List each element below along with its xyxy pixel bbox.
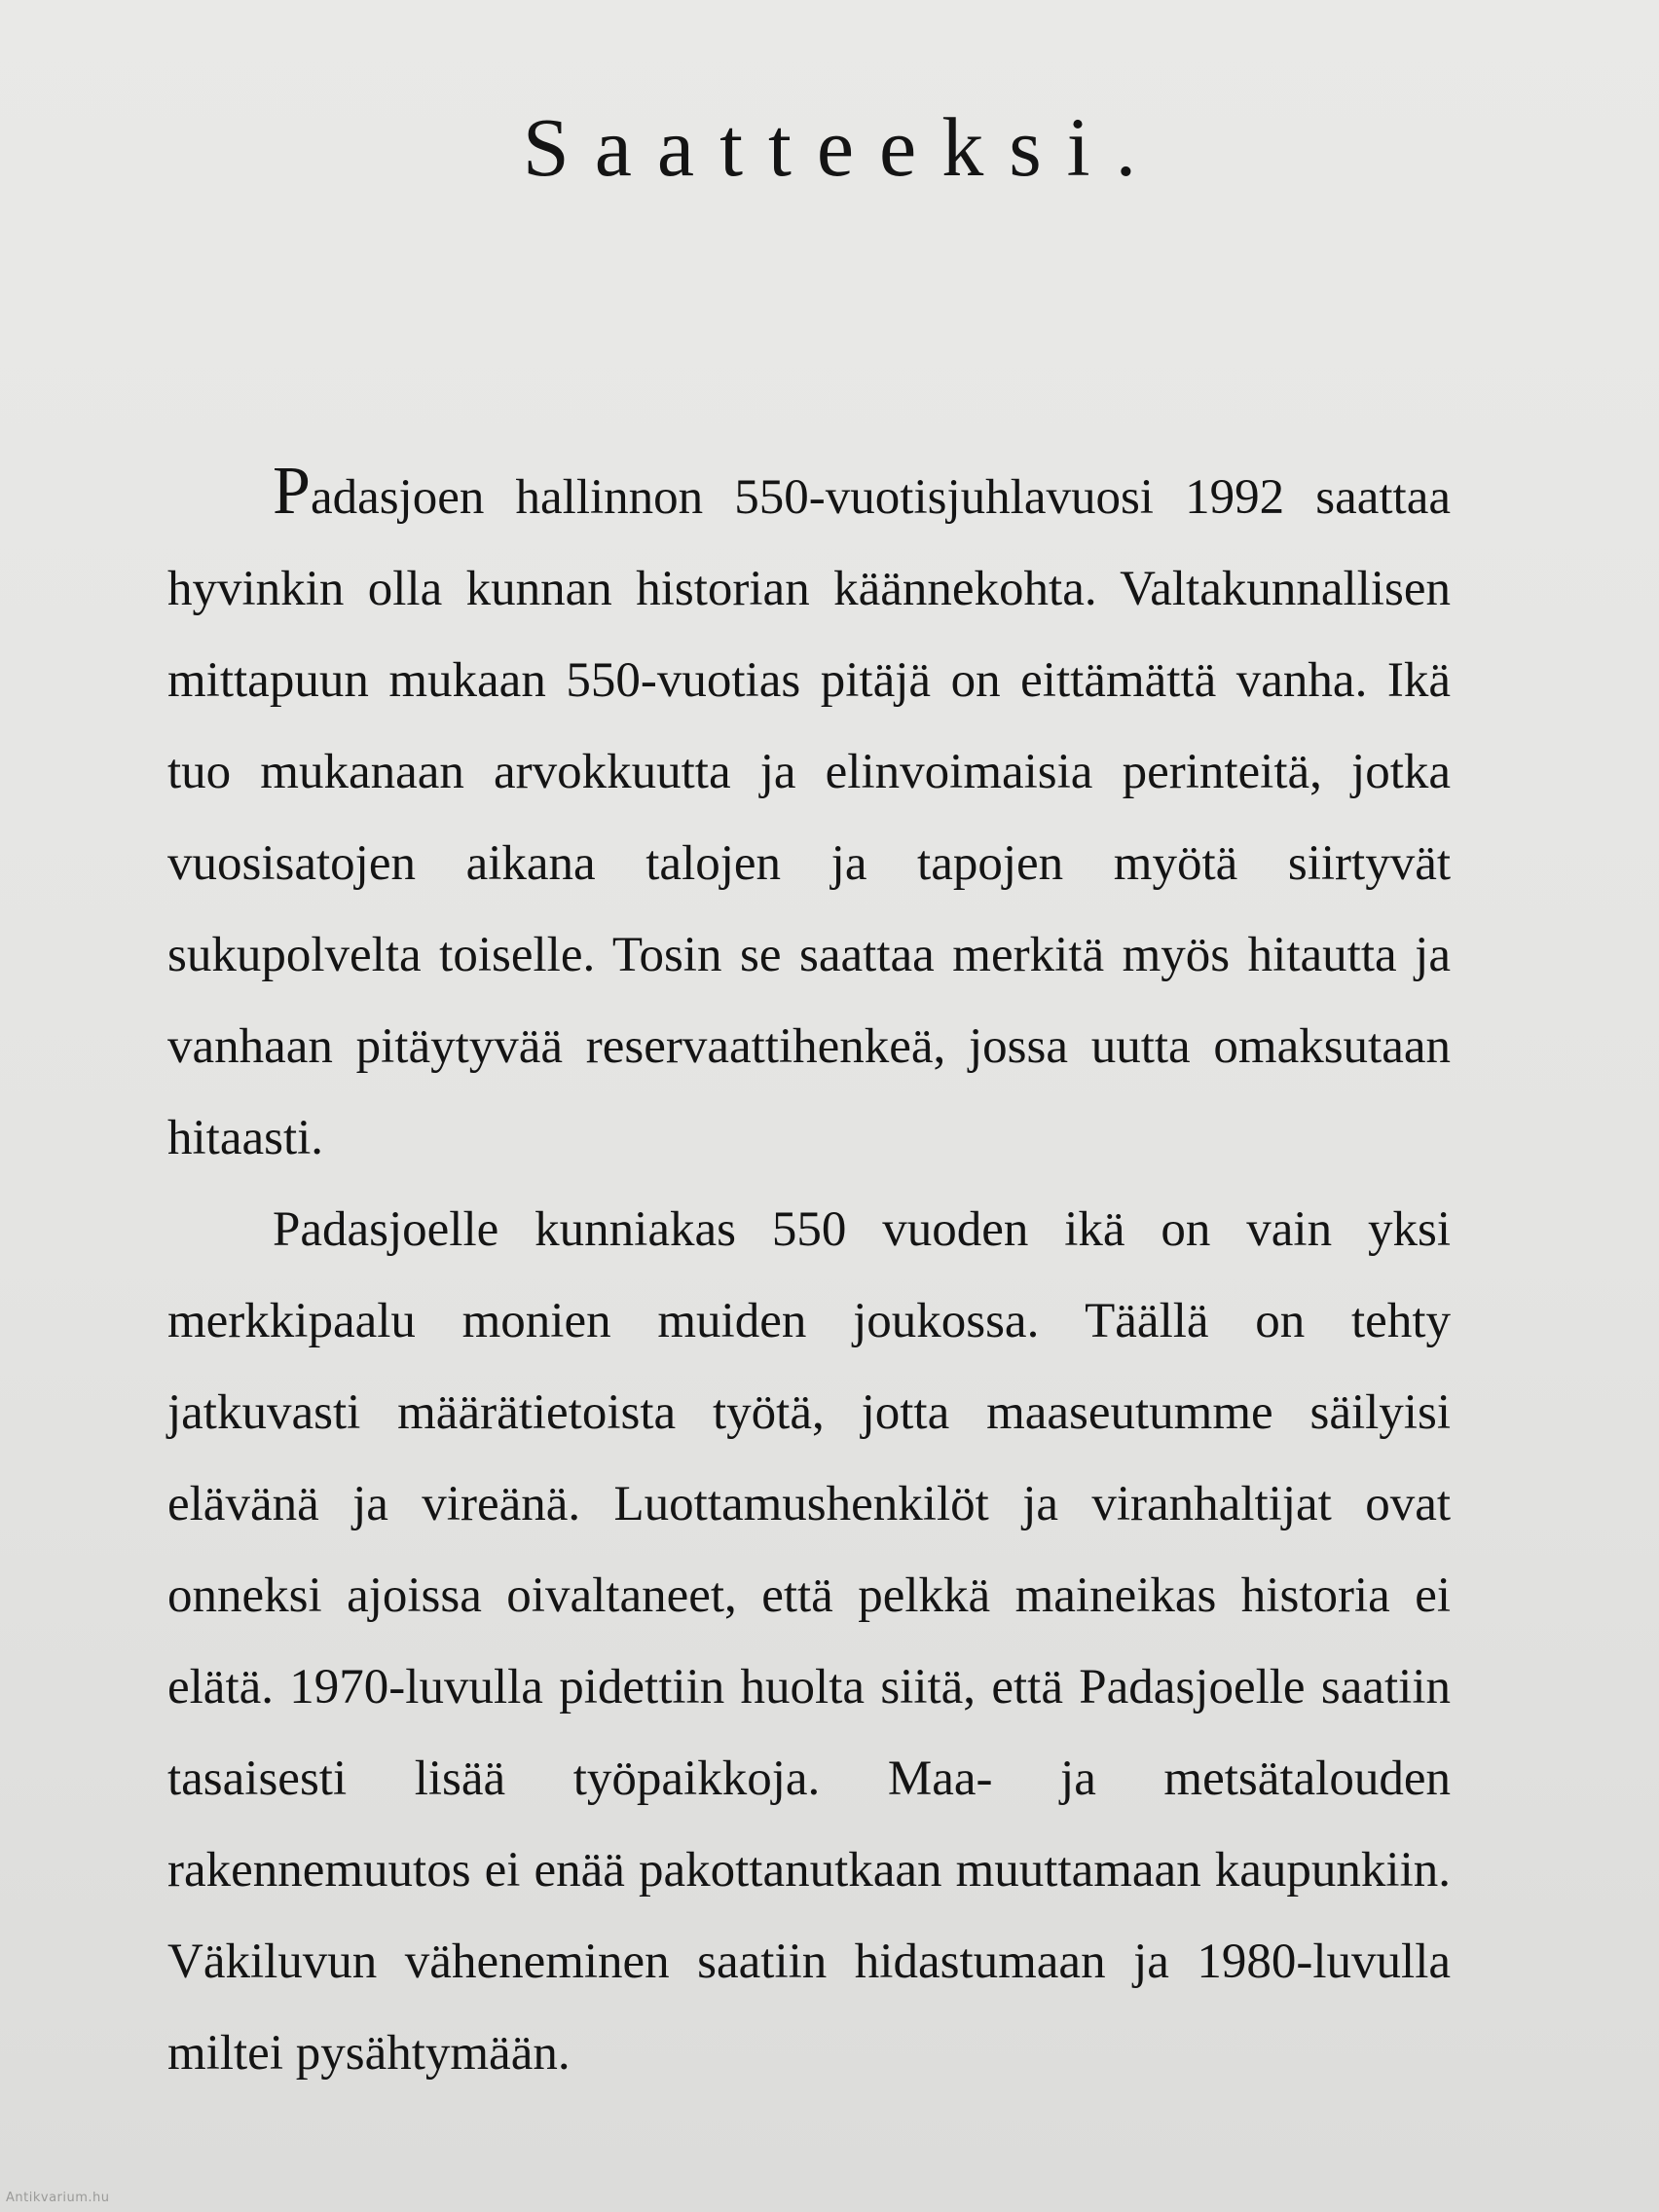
body-text	[167, 446, 1451, 2099]
paragraph-1	[167, 446, 1451, 1184]
paragraph-2: Padasjoelle kunniakas 550 vuoden ikä on vain yksi merkkipaalu monien muiden joukossa. Täällä on tehty jatkuvasti määrätietoista työtä, jotta maaseutumme säilyisi elävänä ja vireänä. Luottamushenkilöt ja viranhaltijat ovat onneksi ajoissa oivaltaneet, että pelkkä maineikas historia ei elätä. 1970-luvulla pidettiin huolta siitä, että Padasjoelle saatiin tasaisesti lisää työpaikkoja. Maa- ja metsätalouden rakennemuutos ei enää pakottanutkaan muuttamaan kaupunkiin. Väkiluvun väheneminen saatiin hidastumaan ja 1980-luvulla miltei pysähtymään.	[167, 1202, 1451, 2081]
initial-letter: P	[273, 454, 311, 529]
page-title: Saatteeksi.	[522, 100, 1162, 194]
paragraph-1-text: adasjoen hallinnon 550-vuotisjuhlavuosi 1992 saattaa hyvinkin olla kunnan historian käännekohta. Valtakunnallisen mittapuun mukaan 550-vuotias pitäjä on eittämättä vanha. Ikä tuo mukanaan arvokkuutta ja elinvoimaisia perinteitä, jotka vuosisatojen aikana talojen ja tapojen myötä siirtyvät sukupolvelta toiselle. Tosin se saattaa merkitä myös hitautta ja vanhaan pitäytyvää reservaattihenkeä, jossa uutta omaksutaan hitaasti.	[167, 470, 1451, 1165]
watermark-text: Antikvarium.hu	[6, 2191, 110, 2205]
